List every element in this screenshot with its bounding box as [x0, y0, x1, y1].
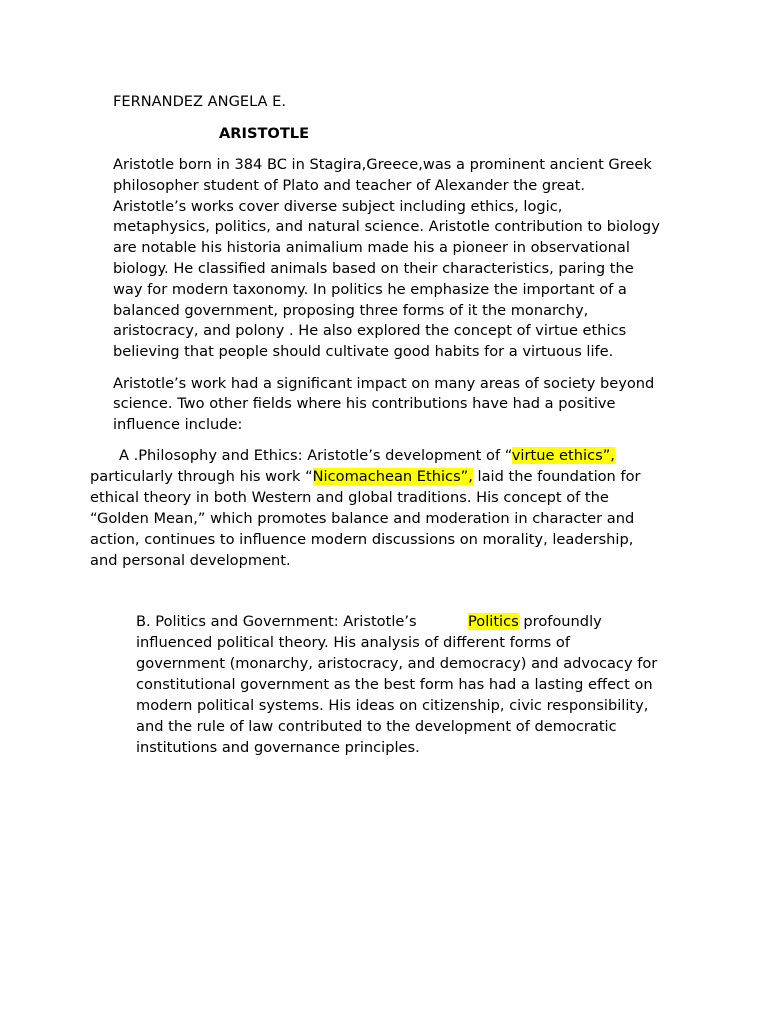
paragraph-line: way for modern taxonomy. In politics he emphasize the important of a	[113, 281, 627, 298]
highlight-politics: Politics	[468, 613, 519, 630]
paragraph-line: biology. He classified animals based on their characteristics, paring the	[113, 260, 634, 277]
paragraph-line: are notable his historia animalium made his a pioneer in observational	[113, 239, 630, 256]
paragraph-line: modern political systems. His ideas on citizenship, civic responsibility,	[136, 697, 649, 714]
paragraph-line: philosopher student of Plato and teacher of Alexander the great.	[113, 177, 586, 194]
paragraph-line: science. Two other fields where his contributions have had a positive	[113, 395, 616, 412]
paragraph-line: action, continues to influence modern discussions on morality, leadership,	[90, 531, 634, 548]
paragraph-line: Aristotle born in 384 BC in Stagira,Greece,was a prominent ancient Greek	[113, 156, 652, 173]
paragraph-line: government (monarchy, aristocracy, and democracy) and advocacy for	[136, 655, 658, 672]
paragraph-line: Aristotle’s work had a significant impact on many areas of society beyond	[113, 375, 655, 392]
section-b-text: profoundly	[518, 613, 602, 630]
paragraph-line: and personal development.	[90, 552, 291, 569]
section-a-text: particularly through his work “	[90, 468, 313, 485]
paragraph-line: “Golden Mean,” which promotes balance and moderation in character and	[90, 510, 635, 527]
paragraph-line: ethical theory in both Western and global traditions. His concept of the	[90, 489, 609, 506]
section-b-first-line-end	[468, 611, 602, 632]
section-a-first-line	[119, 445, 615, 466]
document-title: ARISTOTLE	[219, 125, 310, 142]
highlight-nicomachean-ethics: Nicomachean Ethics”,	[312, 468, 473, 485]
section-a-text: laid the foundation for	[472, 468, 641, 485]
section-a-heading-text: A .Philosophy and Ethics: Aristotle’s development of “	[119, 447, 512, 464]
paragraph-line: metaphysics, politics, and natural science. Aristotle contribution to biology	[113, 218, 660, 235]
paragraph-line: influenced political theory. His analysis of different forms of	[136, 634, 570, 651]
paragraph-line: believing that people should cultivate good habits for a virtuous life.	[113, 343, 614, 360]
paragraph-line: and the rule of law contributed to the development of democratic	[136, 718, 617, 735]
section-a-second-line	[90, 466, 641, 487]
paragraph-line: influence include:	[113, 416, 243, 433]
paragraph-line: Aristotle’s works cover diverse subject including ethics, logic,	[113, 198, 563, 215]
paragraph-line: institutions and governance principles.	[136, 739, 420, 756]
highlight-virtue-ethics: virtue ethics”,	[511, 447, 615, 464]
author-name: FERNANDEZ ANGELA E.	[113, 93, 287, 110]
paragraph-line: aristocracy, and polony . He also explored the concept of virtue ethics	[113, 322, 627, 339]
paragraph-line: constitutional government as the best form has had a lasting effect on	[136, 676, 653, 693]
section-b-heading-text: B. Politics and Government: Aristotle’s	[136, 613, 417, 630]
paragraph-line: balanced government, proposing three forms of it the monarchy,	[113, 302, 589, 319]
